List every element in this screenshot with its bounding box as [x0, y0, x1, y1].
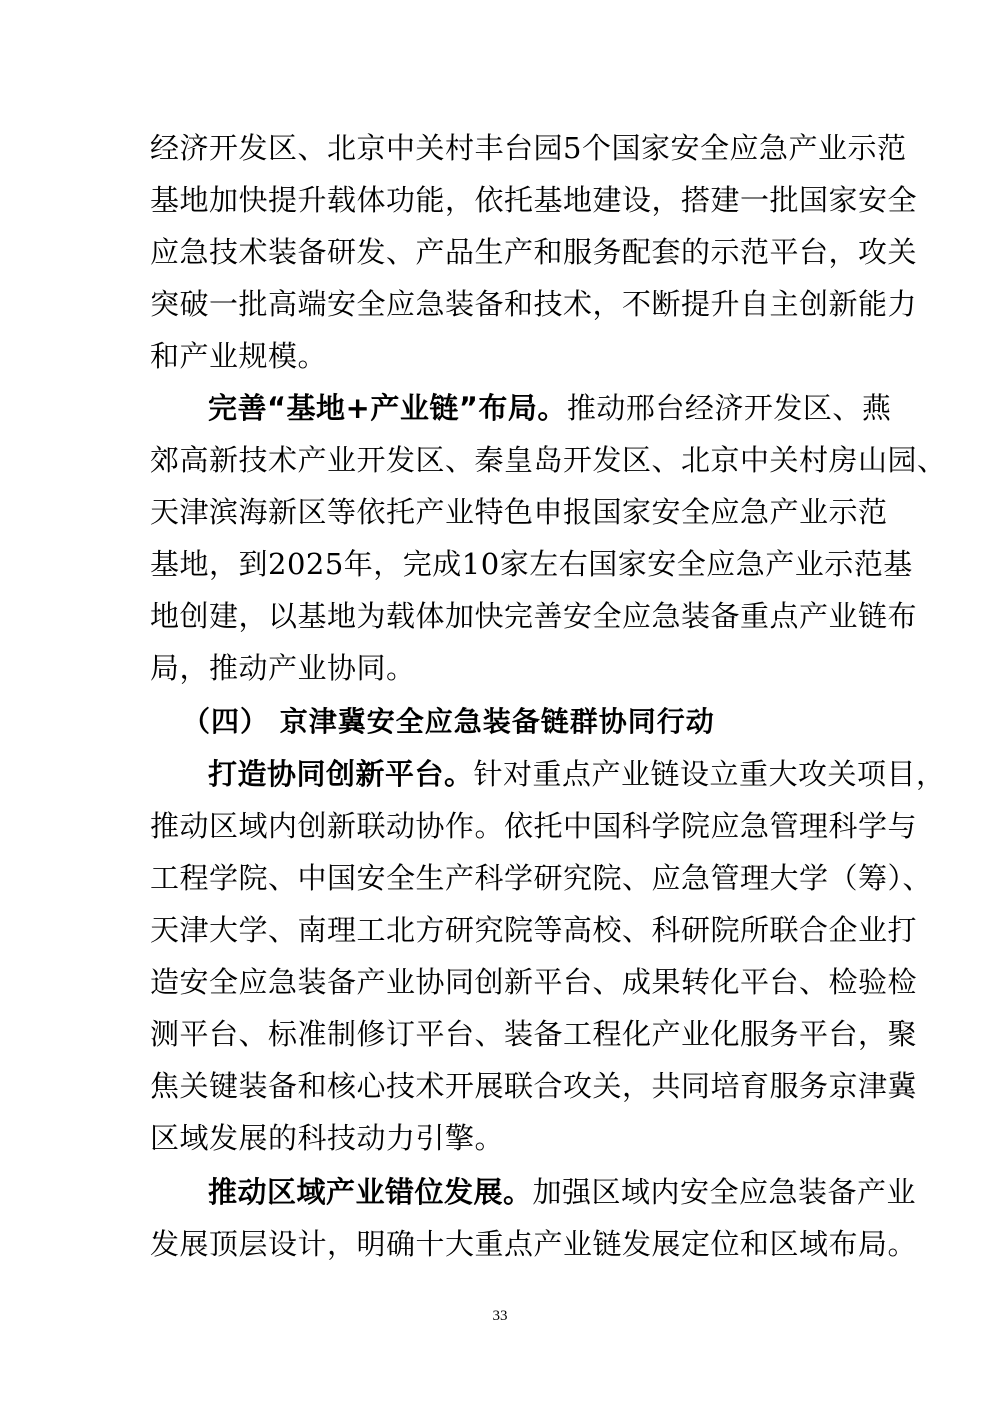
paragraph-text: 针对重点产业链设立重大攻关项目， [473, 757, 946, 791]
paragraph-text: 加强区域内安全应急装备产业 [532, 1175, 917, 1209]
paragraph-line: 和产业规模。 [150, 339, 328, 373]
paragraph-line: 基地加快提升载体功能，依托基地建设，搭建一批国家安全 [150, 183, 918, 217]
paragraph-first-line [208, 382, 892, 434]
paragraph-first-line [208, 1166, 917, 1218]
paragraph-line: 天津滨海新区等依托产业特色申报国家安全应急产业示范 [150, 495, 888, 529]
paragraph-line: 郊高新技术产业开发区、秦皇岛开发区、北京中关村房山园、 [150, 443, 947, 477]
paragraph-line: 地创建，以基地为载体加快完善安全应急装备重点产业链布 [150, 599, 918, 633]
paragraph-first-line [208, 748, 946, 800]
paragraph-line: 推动区域内创新联动协作。依托中国科学院应急管理科学与 [150, 809, 918, 843]
paragraph-lead: 完善“基地+产业链”布局。 [208, 391, 567, 425]
paragraph-line: 经济开发区、北京中关村丰台园5个国家安全应急产业示范 [150, 131, 907, 165]
paragraph-line: 焦关键装备和核心技术开展联合攻关，共同培育服务京津冀 [150, 1069, 918, 1103]
paragraph-line: 局，推动产业协同。 [150, 651, 416, 685]
page-number: 33 [492, 1308, 508, 1324]
paragraph-lead: 推动区域产业错位发展。 [208, 1175, 533, 1209]
paragraph-line: 突破一批高端安全应急装备和技术，不断提升自主创新能力 [150, 287, 918, 321]
paragraph-line: 基地，到2025年，完成10家左右国家安全应急产业示范基 [150, 547, 913, 581]
paragraph-line: 发展顶层设计，明确十大重点产业链发展定位和区域布局。 [150, 1227, 918, 1261]
paragraph-line: 工程学院、中国安全生产科学研究院、应急管理大学（筹）、 [150, 861, 933, 895]
paragraph-line: 天津大学、南理工北方研究院等高校、科研院所联合企业打 [150, 913, 918, 947]
paragraph-text: 推动邢台经济开发区、燕 [566, 391, 892, 425]
paragraph-line: 测平台、标准制修订平台、装备工程化产业化服务平台，聚 [150, 1017, 918, 1051]
paragraph-lead: 打造协同创新平台。 [208, 757, 474, 791]
paragraph-line: 应急技术装备研发、产品生产和服务配套的示范平台，攻关 [150, 235, 918, 269]
paragraph-line: 造安全应急装备产业协同创新平台、成果转化平台、检验检 [150, 965, 918, 999]
paragraph-line: 区域发展的科技动力引擎。 [150, 1121, 505, 1155]
section-heading: （四） 京津冀安全应急装备链群协同行动 [182, 705, 715, 738]
